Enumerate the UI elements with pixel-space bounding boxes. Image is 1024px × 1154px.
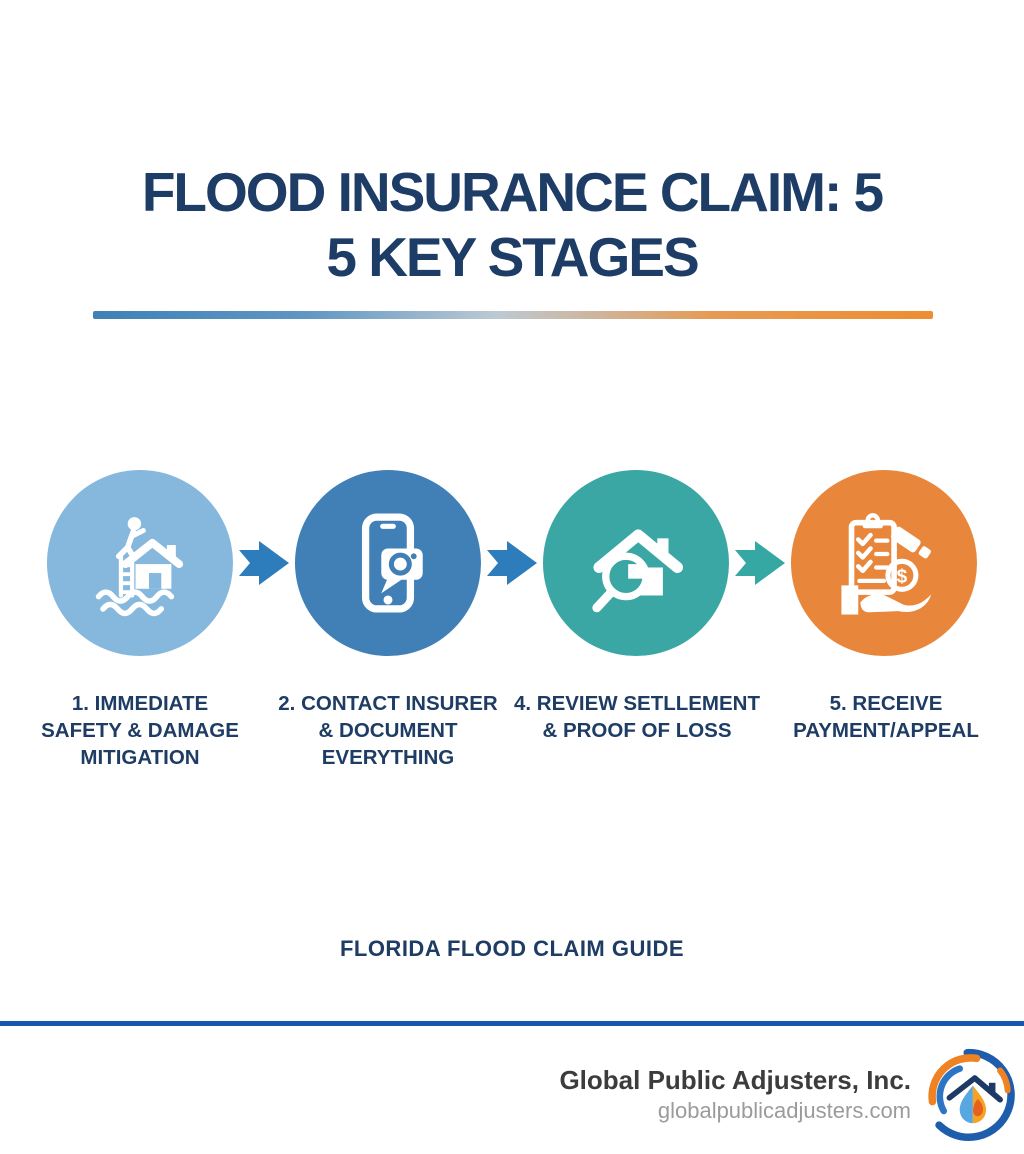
stage-circle-3	[543, 470, 729, 656]
footer-text	[559, 1066, 911, 1123]
flood-evacuation-icon	[84, 507, 196, 619]
title-line-1: FLOOD INSURANCE CLAIM: 5	[141, 161, 883, 223]
stage-labels	[0, 690, 1024, 780]
title-line-2: 5 KEY STAGES	[326, 225, 698, 288]
stage-label-2-line: & DOCUMENT	[318, 719, 458, 743]
payment-settlement-icon	[828, 507, 940, 619]
phone-documentation-icon	[332, 507, 444, 619]
stage-label-4	[793, 690, 979, 744]
home-inspection-icon	[580, 507, 692, 619]
stage-circle-4	[791, 470, 977, 656]
stage-label-4-line: 5. RECEIVE	[829, 692, 943, 715]
stage-label-1-line: SAFETY & DAMAGE	[41, 719, 239, 743]
title-gradient-divider	[93, 311, 933, 319]
stage-label-2-line: EVERYTHING	[321, 746, 455, 770]
arrow-right-icon	[487, 541, 537, 585]
stages-row	[0, 470, 1024, 656]
stage-circle-1	[47, 470, 233, 656]
company-name: Global Public Adjusters, Inc.	[559, 1065, 911, 1096]
arrow-right-icon	[239, 541, 289, 585]
footer-divider	[0, 1021, 1024, 1026]
stage-label-2	[278, 690, 497, 771]
company-logo-icon	[924, 1048, 1018, 1142]
stage-label-4-line: PAYMENT/APPEAL	[793, 719, 979, 743]
stage-label-2-line: 2. CONTACT INSURER	[278, 692, 498, 715]
stage-label-3-line: & PROOF OF LOSS	[542, 719, 732, 743]
page-title	[0, 160, 1024, 290]
stage-label-1-line: MITIGATION	[80, 746, 200, 770]
stage-label-3	[514, 690, 760, 744]
svg-text:$: $	[896, 566, 908, 588]
footer	[559, 1048, 1018, 1142]
arrow-right-icon	[735, 541, 785, 585]
guide-title: FLORIDA FLOOD CLAIM GUIDE	[339, 936, 685, 961]
company-website: globalpublicadjusters.com	[657, 1098, 911, 1124]
stage-label-1-line: 1. IMMEDIATE	[71, 692, 209, 715]
stage-label-3-line: 4. REVIEW SETLLEMENT	[513, 692, 761, 715]
stage-circle-2	[295, 470, 481, 656]
stage-label-1	[41, 690, 239, 771]
